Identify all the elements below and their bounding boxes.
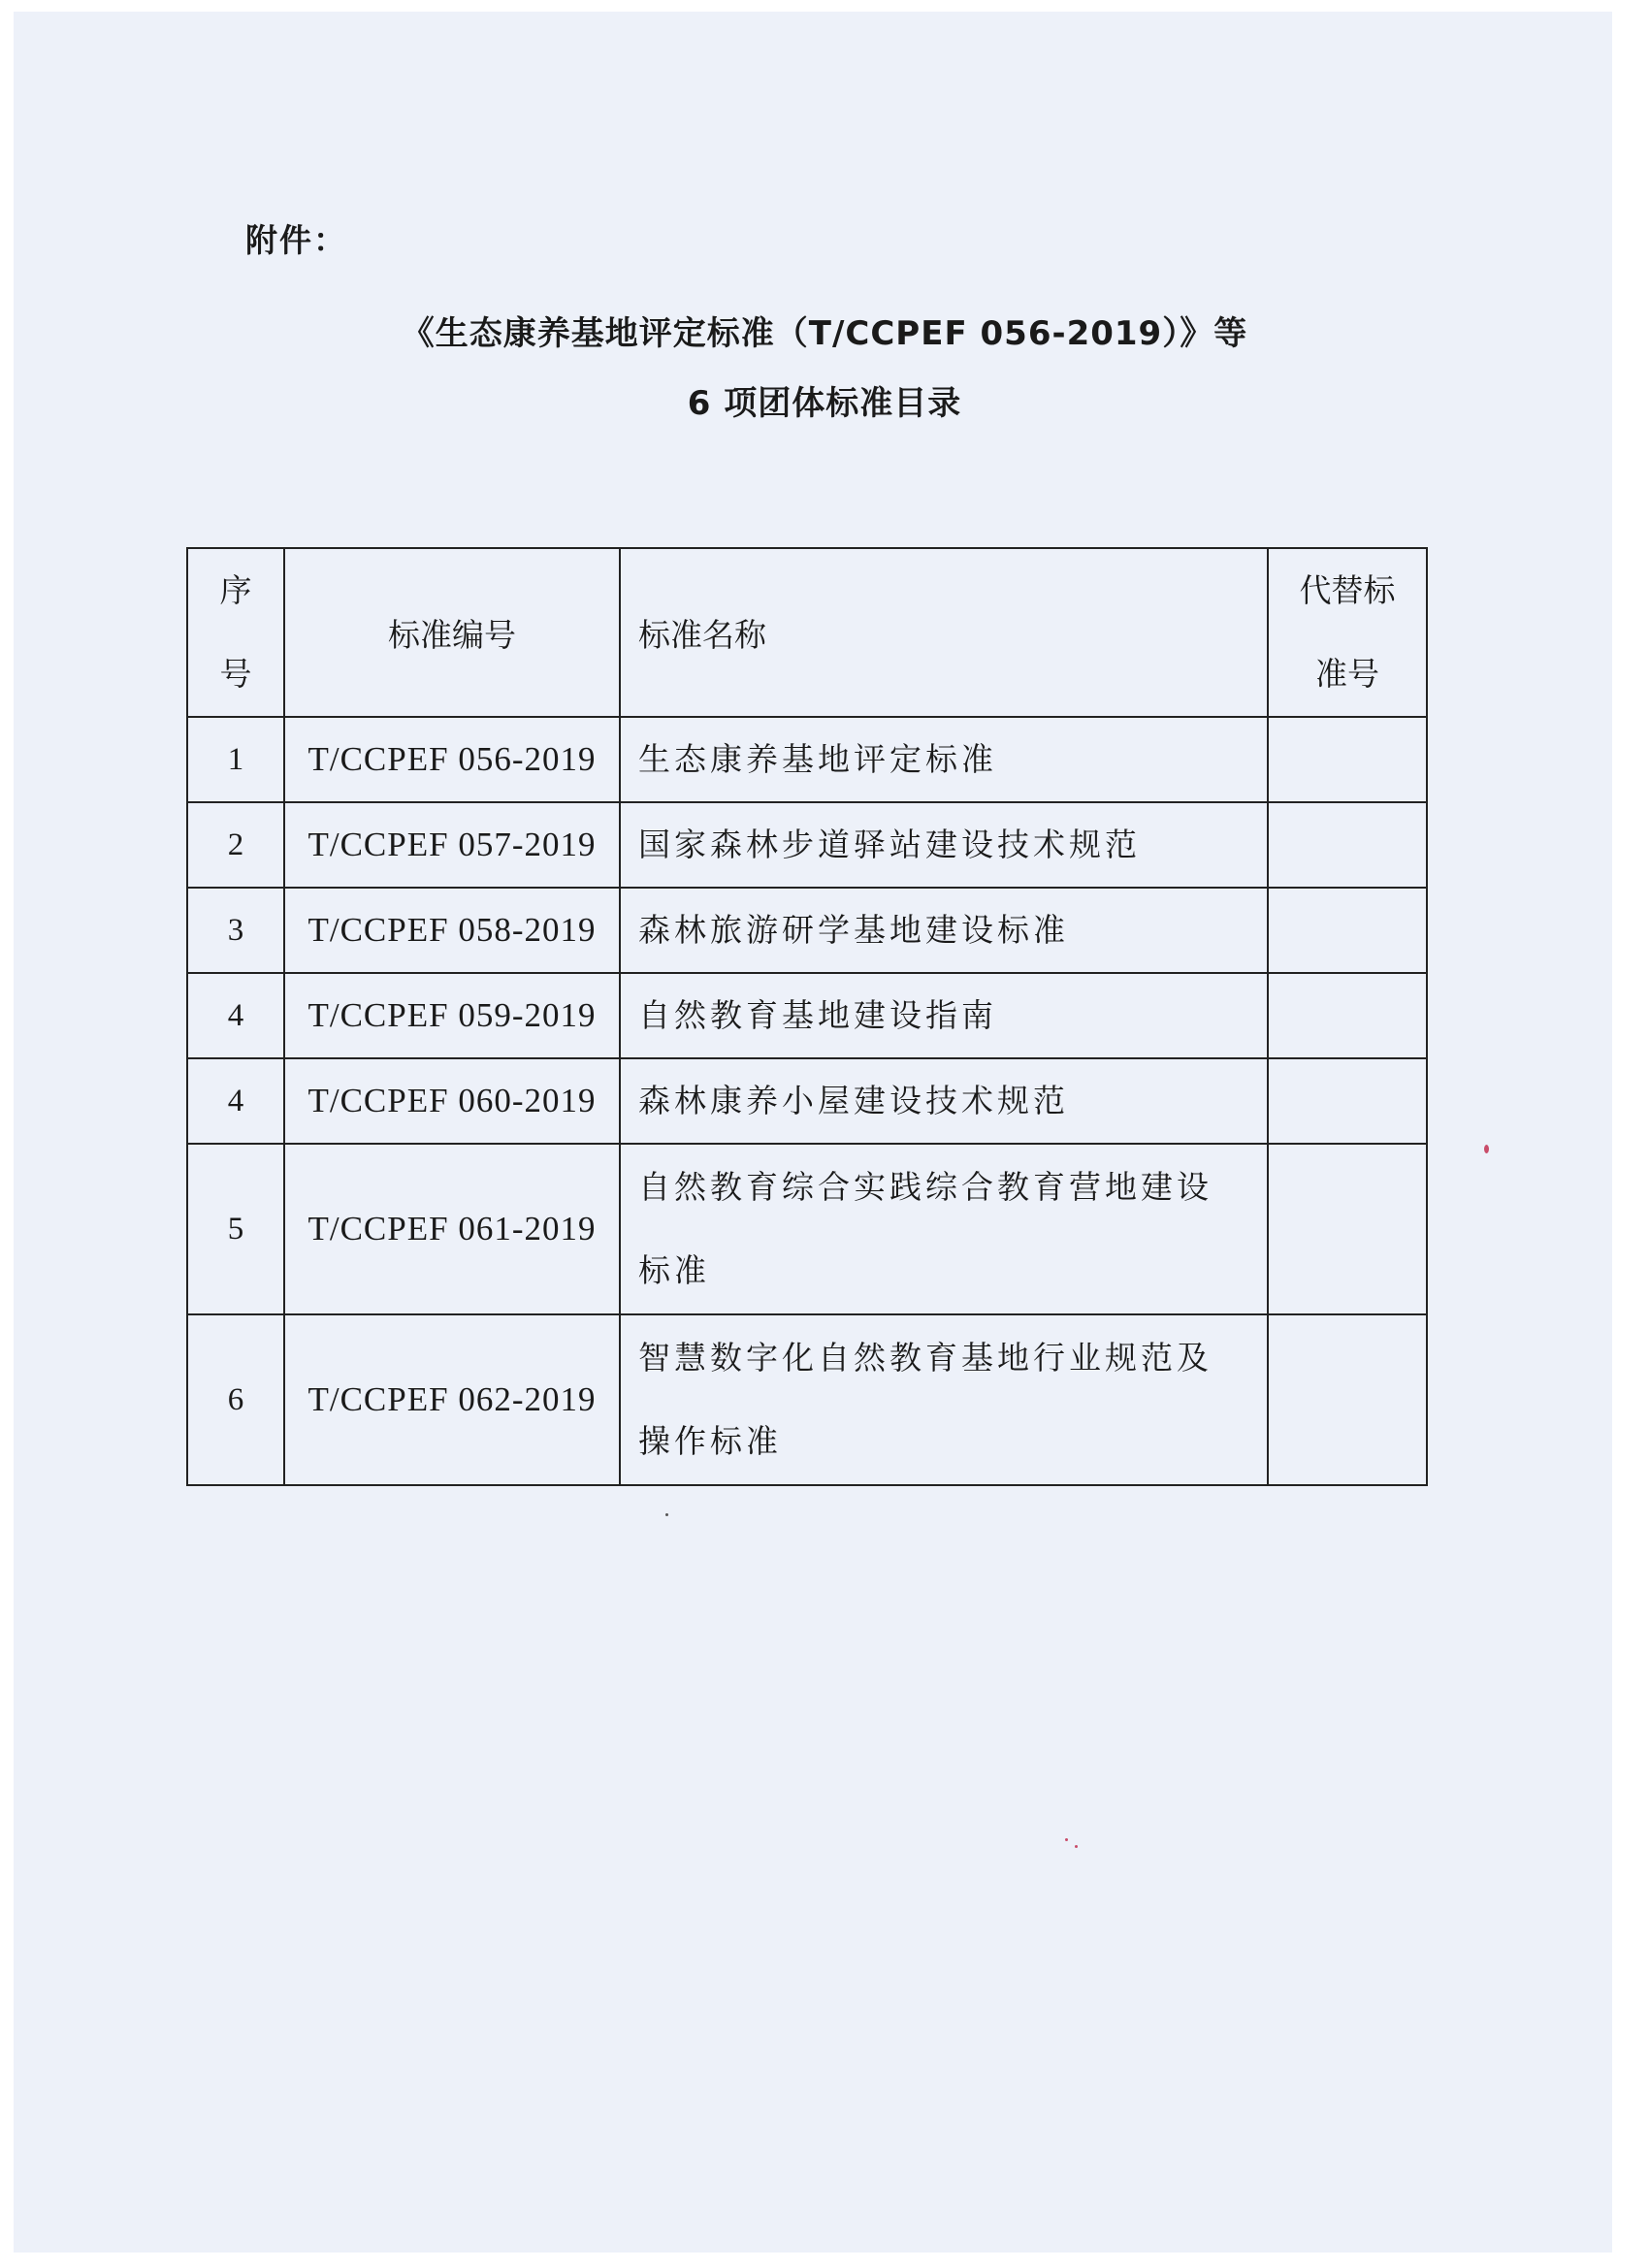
row-standard-code: T/CCPEF 062-2019 xyxy=(284,1314,620,1485)
scan-speck xyxy=(1075,1845,1078,1848)
row-name-line: 标准 xyxy=(638,1251,710,1289)
header-standard-code: 标准编号 xyxy=(284,548,620,717)
row-seq: 1 xyxy=(187,717,284,802)
row-standard-code: T/CCPEF 061-2019 xyxy=(284,1144,620,1314)
header-replaced-line: 代替标 xyxy=(1299,571,1396,609)
document-title-line-2: 6 项团体标准目录 xyxy=(687,384,962,423)
header-seq-line: 序 xyxy=(219,571,252,609)
row-name-line: 智慧数字化自然教育基地行业规范及 xyxy=(638,1339,1212,1377)
row-replaced-standard xyxy=(1268,802,1427,888)
row-standard-code: T/CCPEF 057-2019 xyxy=(284,802,620,888)
header-replaced-standard xyxy=(1268,548,1427,717)
table-header-row xyxy=(187,548,1427,717)
table-row xyxy=(187,973,1427,1058)
row-standard-code: T/CCPEF 058-2019 xyxy=(284,888,620,973)
row-standard-code: T/CCPEF 056-2019 xyxy=(284,717,620,802)
row-replaced-standard xyxy=(1268,717,1427,802)
row-seq: 4 xyxy=(187,973,284,1058)
row-name-line: 国家森林步道驿站建设技术规范 xyxy=(638,826,1141,863)
row-standard-name xyxy=(620,1144,1268,1314)
row-seq: 4 xyxy=(187,1058,284,1144)
row-standard-code: T/CCPEF 059-2019 xyxy=(284,973,620,1058)
row-replaced-standard xyxy=(1268,1058,1427,1144)
row-standard-name xyxy=(620,802,1268,888)
row-standard-name xyxy=(620,973,1268,1058)
row-name-line: 生态康养基地评定标准 xyxy=(638,740,997,778)
header-seq xyxy=(187,548,284,717)
row-name-line: 操作标准 xyxy=(638,1422,782,1460)
header-replaced-line: 准号 xyxy=(1315,655,1379,693)
scan-speck xyxy=(1484,1145,1489,1153)
table-row xyxy=(187,888,1427,973)
table-row xyxy=(187,802,1427,888)
standards-table xyxy=(186,547,1428,1486)
table-row xyxy=(187,1058,1427,1144)
table-row xyxy=(187,717,1427,802)
header-standard-name: 标准名称 xyxy=(620,548,1268,717)
row-standard-name xyxy=(620,888,1268,973)
row-standard-name xyxy=(620,717,1268,802)
row-replaced-standard xyxy=(1268,1144,1427,1314)
row-name-line: 自然教育综合实践综合教育营地建设 xyxy=(638,1168,1212,1206)
row-seq: 5 xyxy=(187,1144,284,1314)
document-title-line-1: 《生态康养基地评定标准（T/CCPEF 056-2019）》等 xyxy=(401,314,1248,353)
row-seq: 3 xyxy=(187,888,284,973)
row-standard-code: T/CCPEF 060-2019 xyxy=(284,1058,620,1144)
header-seq-line: 号 xyxy=(219,655,252,693)
scan-speck xyxy=(1065,1838,1068,1841)
row-replaced-standard xyxy=(1268,973,1427,1058)
row-name-line: 森林康养小屋建设技术规范 xyxy=(638,1082,1069,1119)
row-name-line: 森林旅游研学基地建设标准 xyxy=(638,911,1069,949)
row-replaced-standard xyxy=(1268,888,1427,973)
table-row xyxy=(187,1144,1427,1314)
row-name-line: 自然教育基地建设指南 xyxy=(638,996,997,1034)
row-replaced-standard xyxy=(1268,1314,1427,1485)
attachment-label: 附件： xyxy=(245,221,347,259)
row-standard-name xyxy=(620,1058,1268,1144)
scan-speck xyxy=(665,1513,668,1516)
row-standard-name xyxy=(620,1314,1268,1485)
row-seq: 2 xyxy=(187,802,284,888)
row-seq: 6 xyxy=(187,1314,284,1485)
table-row xyxy=(187,1314,1427,1485)
